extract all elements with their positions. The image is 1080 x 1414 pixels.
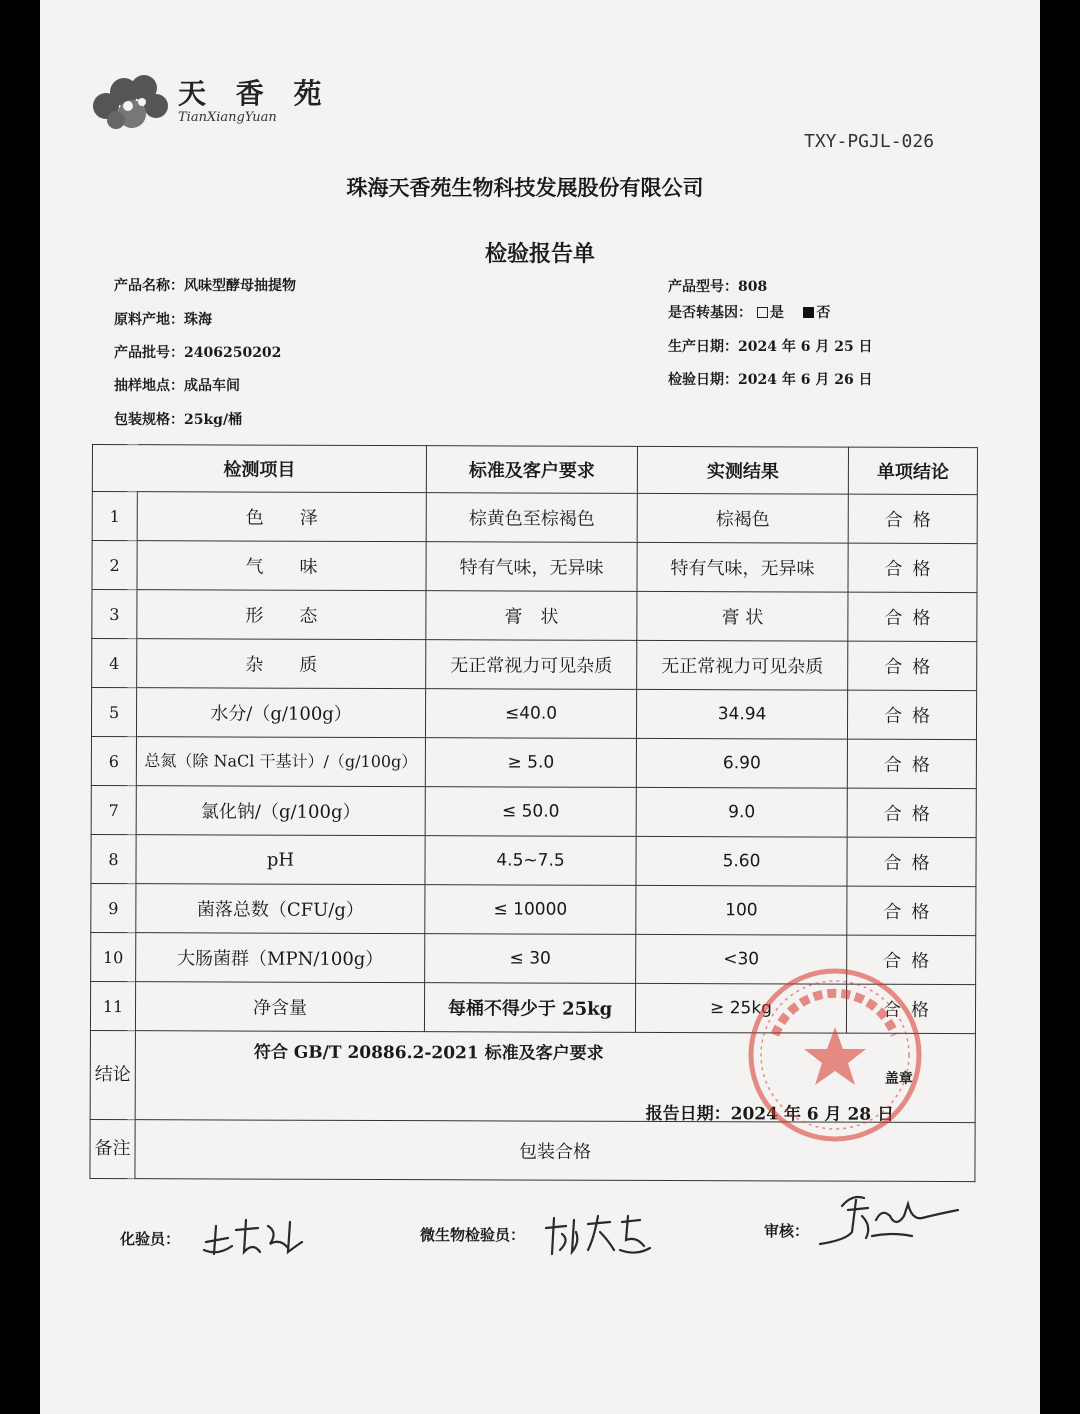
row-standard: 每桶不得少于 25kg <box>424 983 635 1033</box>
info-gmo: 是否转基因： 是 否 <box>668 305 831 321</box>
row-item: 形 态 <box>137 590 426 640</box>
row-number: 3 <box>92 590 137 639</box>
row-standard: ≤ 10000 <box>425 885 636 935</box>
table-row <box>92 639 977 691</box>
row-conclusion: 合格 <box>848 494 977 543</box>
document-title: 检验报告单 <box>484 241 595 267</box>
row-result: <30 <box>636 934 847 984</box>
row-number: 10 <box>91 932 136 981</box>
info-test-date: 检验日期：2024 年 6 月 26 日 <box>668 372 873 388</box>
info-batch: 产品批号：2406250202 <box>114 345 282 361</box>
info-model: 产品型号：808 <box>668 279 768 295</box>
header-item: 检测项目 <box>92 445 426 493</box>
conclusion-label: 结论 <box>90 1030 135 1119</box>
row-number: 5 <box>91 688 136 737</box>
microbiology-inspector-label: 微生物检验员： <box>420 1226 526 1244</box>
info-package: 包装规格：25kg/桶 <box>114 412 243 428</box>
table-row <box>91 785 976 837</box>
logo-name-cn: 天 香 苑 <box>178 77 332 110</box>
row-item: 总氮（除 NaCl 干基计）/（g/100g） <box>136 737 425 787</box>
gmo-yes-checkbox <box>757 307 768 318</box>
row-item: 色 泽 <box>137 492 426 542</box>
row-conclusion: 合格 <box>847 837 976 886</box>
table-row <box>91 883 976 935</box>
info-sampling-site: 抽样地点：成品车间 <box>114 378 240 394</box>
row-item: 气 味 <box>137 541 426 591</box>
header-result: 实测结果 <box>637 446 848 494</box>
table-row <box>92 541 977 593</box>
document-code: TXY-PGJL-026 <box>804 131 935 152</box>
row-number: 2 <box>92 541 137 590</box>
row-result: 棕褐色 <box>637 493 848 543</box>
header-standard: 标准及客户要求 <box>426 446 637 494</box>
report-date: 报告日期：2024 年 6 月 28 日 <box>645 1103 895 1125</box>
row-item: pH <box>136 835 425 885</box>
row-standard: 4.5~7.5 <box>425 836 636 886</box>
row-number: 11 <box>90 981 135 1030</box>
row-item: 菌落总数（CFU/g） <box>136 884 425 934</box>
remark-label: 备注 <box>90 1119 135 1178</box>
chemist-label: 化验员： <box>120 1230 181 1248</box>
row-result: 9.0 <box>636 787 847 837</box>
reviewer-signature-icon <box>812 1186 962 1250</box>
row-conclusion: 合格 <box>848 641 977 690</box>
row-number: 9 <box>91 883 136 932</box>
row-standard: ≤40.0 <box>425 689 636 739</box>
row-standard: ≤ 50.0 <box>425 787 636 837</box>
remark-text: 包装合格 <box>135 1120 975 1182</box>
row-item: 净含量 <box>135 982 424 1032</box>
row-conclusion: 合格 <box>846 984 975 1033</box>
row-result: 特有气味，无异味 <box>637 542 848 592</box>
conclusion-text: 符合 GB/T 20886.2-2021 标准及客户要求 <box>253 1042 604 1064</box>
stamp-label: 盖章 <box>884 1070 913 1087</box>
row-result: 100 <box>636 885 847 935</box>
row-conclusion: 合格 <box>848 592 977 641</box>
row-result: 5.60 <box>636 836 847 886</box>
table-row <box>91 688 976 740</box>
gmo-no-checkbox <box>803 307 814 318</box>
row-item: 大肠菌群（MPN/100g） <box>136 933 425 983</box>
row-number: 8 <box>91 834 136 883</box>
row-number: 4 <box>92 639 137 688</box>
row-standard: 膏 状 <box>426 591 637 641</box>
row-standard: 无正常视力可见杂质 <box>426 640 637 690</box>
table-header-row <box>92 445 977 495</box>
company-seal-icon <box>745 965 925 1145</box>
row-conclusion: 合格 <box>847 935 976 984</box>
row-item: 杂 质 <box>137 639 426 689</box>
microbiology-signature-icon <box>540 1210 655 1260</box>
company-name: 珠海天香苑生物科技发展股份有限公司 <box>346 175 704 200</box>
info-production-date: 生产日期：2024 年 6 月 25 日 <box>668 339 873 355</box>
chemist-signature-icon <box>198 1212 308 1262</box>
header-conclusion: 单项结论 <box>848 447 977 494</box>
table-row <box>92 590 977 642</box>
table-row <box>91 834 976 886</box>
row-conclusion: 合格 <box>848 543 977 592</box>
row-standard: 棕黄色至棕褐色 <box>426 493 637 543</box>
reviewer-label: 审核： <box>764 1222 810 1240</box>
row-number: 7 <box>91 785 136 834</box>
info-origin: 原料产地：珠海 <box>114 312 212 328</box>
row-result: 膏 状 <box>637 591 848 641</box>
row-result: 34.94 <box>636 689 847 739</box>
row-result: ≥ 25kg <box>635 983 846 1033</box>
row-result: 6.90 <box>636 738 847 788</box>
row-conclusion: 合格 <box>847 788 976 837</box>
row-conclusion: 合格 <box>847 690 976 739</box>
info-product-name: 产品名称：风味型酵母抽提物 <box>114 278 296 294</box>
row-number: 6 <box>91 736 136 785</box>
row-standard: ≤ 30 <box>425 934 636 984</box>
row-result: 无正常视力可见杂质 <box>637 640 848 690</box>
table-row <box>91 736 976 788</box>
row-conclusion: 合格 <box>847 739 976 788</box>
row-standard: 特有气味，无异味 <box>426 542 637 592</box>
row-item: 水分/（g/100g） <box>136 688 425 738</box>
logo-name-en: TianXiangYuan <box>178 110 277 125</box>
row-standard: ≥ 5.0 <box>425 738 636 788</box>
table-row <box>92 492 977 544</box>
row-number: 1 <box>92 492 137 541</box>
row-conclusion: 合格 <box>847 886 976 935</box>
row-item: 氯化钠/（g/100g） <box>136 786 425 836</box>
